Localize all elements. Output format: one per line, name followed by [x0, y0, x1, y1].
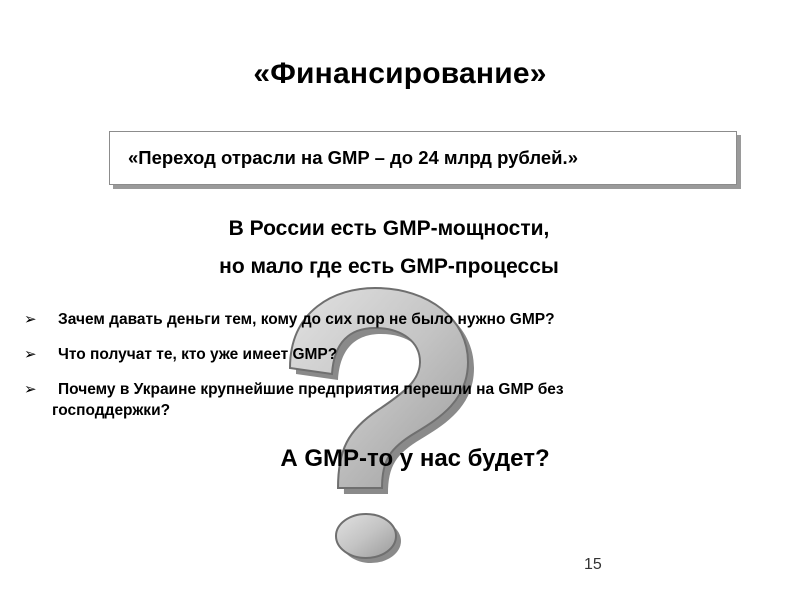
statement-line-1: В России есть GMP-мощности,: [228, 217, 550, 240]
bullet-item: [24, 345, 337, 364]
arrow-bullet-icon: ➢: [24, 346, 37, 363]
statement-line-2: но мало где есть GMP-процессы: [219, 255, 559, 278]
bullet-text: Почему в Украине крупнейшие предприятия перешли на GMP без: [58, 381, 564, 398]
arrow-bullet-icon: ➢: [24, 381, 37, 398]
final-question: А GMP-то у нас будет?: [280, 445, 550, 472]
page-number: 15: [584, 556, 602, 573]
slide-title: «Финансирование»: [253, 57, 547, 90]
quote-box: [109, 131, 737, 185]
bullet-item: [24, 310, 555, 329]
quote-text: «Переход отрасли на GMP – до 24 млрд рублей.»: [128, 147, 578, 168]
bullet-text: Что получат те, кто уже имеет GMP?: [58, 346, 338, 363]
bullet-text-continuation: господдержки?: [52, 402, 171, 419]
bullet-item: [24, 380, 564, 399]
arrow-bullet-icon: ➢: [24, 311, 37, 328]
bullet-text: Зачем давать деньги тем, кому до сих пор не было нужно GMP?: [58, 311, 555, 328]
